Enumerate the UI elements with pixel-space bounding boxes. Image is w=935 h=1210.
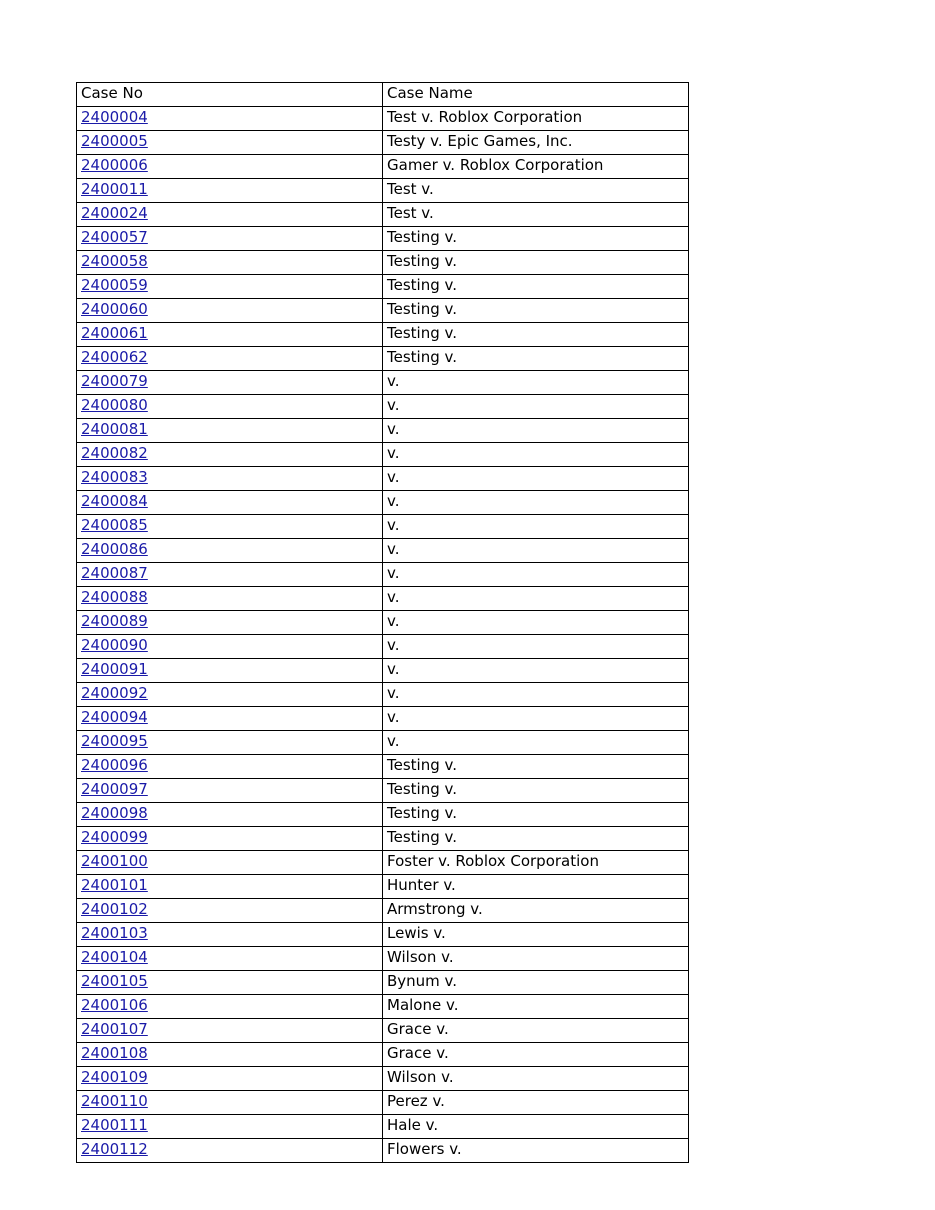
case-name-cell <box>383 515 689 539</box>
case-name-text: Perez v. <box>387 1092 445 1110</box>
case-name-text: v. <box>387 444 400 462</box>
case-no-link[interactable]: 2400006 <box>81 156 148 174</box>
case-name-cell <box>383 827 689 851</box>
case-no-link[interactable]: 2400061 <box>81 324 148 342</box>
table-row <box>77 635 689 659</box>
case-name-text: v. <box>387 468 400 486</box>
case-name-text: Testy v. Epic Games, Inc. <box>387 132 573 150</box>
case-no-cell <box>77 371 383 395</box>
column-header-case-name: Case Name <box>383 83 689 107</box>
case-no-link[interactable]: 2400106 <box>81 996 148 1014</box>
table-row <box>77 299 689 323</box>
case-name-cell <box>383 1115 689 1139</box>
table-row <box>77 1139 689 1163</box>
case-name-text: Gamer v. Roblox Corporation <box>387 156 604 174</box>
table-row <box>77 1067 689 1091</box>
case-no-link[interactable]: 2400062 <box>81 348 148 366</box>
case-name-text: v. <box>387 372 400 390</box>
table-row <box>77 707 689 731</box>
case-no-link[interactable]: 2400079 <box>81 372 148 390</box>
case-name-text: v. <box>387 396 400 414</box>
table-row <box>77 563 689 587</box>
table-row <box>77 755 689 779</box>
table-row <box>77 371 689 395</box>
case-no-cell <box>77 659 383 683</box>
case-no-link[interactable]: 2400005 <box>81 132 148 150</box>
case-no-cell <box>77 107 383 131</box>
case-name-cell <box>383 275 689 299</box>
case-no-link[interactable]: 2400081 <box>81 420 148 438</box>
column-header-case-no: Case No <box>77 83 383 107</box>
case-no-cell <box>77 155 383 179</box>
case-name-cell <box>383 587 689 611</box>
case-name-text: Malone v. <box>387 996 459 1014</box>
case-name-text: v. <box>387 540 400 558</box>
case-no-link[interactable]: 2400092 <box>81 684 148 702</box>
case-name-text: Testing v. <box>387 228 457 246</box>
case-name-cell <box>383 347 689 371</box>
case-no-link[interactable]: 2400024 <box>81 204 148 222</box>
case-name-cell <box>383 947 689 971</box>
table-row <box>77 995 689 1019</box>
case-name-text: Test v. <box>387 180 434 198</box>
case-no-link[interactable]: 2400104 <box>81 948 148 966</box>
case-no-cell <box>77 779 383 803</box>
case-name-text: Hunter v. <box>387 876 456 894</box>
table-row <box>77 1043 689 1067</box>
case-name-text: Grace v. <box>387 1044 449 1062</box>
case-name-cell <box>383 875 689 899</box>
case-no-link[interactable]: 2400097 <box>81 780 148 798</box>
table-row <box>77 899 689 923</box>
case-name-text: Hale v. <box>387 1116 439 1134</box>
case-no-cell <box>77 515 383 539</box>
case-no-cell <box>77 731 383 755</box>
case-no-cell <box>77 203 383 227</box>
table-row <box>77 515 689 539</box>
case-no-cell <box>77 323 383 347</box>
case-table-container <box>76 82 688 1163</box>
table-row <box>77 131 689 155</box>
case-no-link[interactable]: 2400096 <box>81 756 148 774</box>
case-no-cell <box>77 179 383 203</box>
case-no-cell <box>77 995 383 1019</box>
case-no-cell <box>77 443 383 467</box>
case-no-link[interactable]: 2400112 <box>81 1140 148 1158</box>
case-name-text: v. <box>387 708 400 726</box>
table-row <box>77 107 689 131</box>
case-name-cell <box>383 491 689 515</box>
case-no-link[interactable]: 2400101 <box>81 876 148 894</box>
case-name-text: Testing v. <box>387 756 457 774</box>
table-row <box>77 587 689 611</box>
case-name-cell <box>383 707 689 731</box>
case-no-link[interactable]: 2400084 <box>81 492 148 510</box>
case-no-link[interactable]: 2400058 <box>81 252 148 270</box>
case-name-text: v. <box>387 660 400 678</box>
case-no-cell <box>77 395 383 419</box>
table-row <box>77 1019 689 1043</box>
case-name-text: Test v. Roblox Corporation <box>387 108 583 126</box>
case-no-cell <box>77 1115 383 1139</box>
table-row <box>77 443 689 467</box>
case-name-cell <box>383 299 689 323</box>
case-no-link[interactable]: 2400109 <box>81 1068 148 1086</box>
case-name-cell <box>383 131 689 155</box>
case-no-cell <box>77 755 383 779</box>
table-row <box>77 803 689 827</box>
case-no-link[interactable]: 2400087 <box>81 564 148 582</box>
table-row <box>77 875 689 899</box>
table-row <box>77 179 689 203</box>
case-no-cell <box>77 587 383 611</box>
case-no-cell <box>77 827 383 851</box>
case-name-cell <box>383 1019 689 1043</box>
table-row <box>77 827 689 851</box>
case-name-cell <box>383 563 689 587</box>
case-name-cell <box>383 539 689 563</box>
case-name-text: v. <box>387 492 400 510</box>
case-no-cell <box>77 1067 383 1091</box>
case-no-link[interactable]: 2400057 <box>81 228 148 246</box>
case-no-link[interactable]: 2400094 <box>81 708 148 726</box>
case-name-text: Wilson v. <box>387 1068 454 1086</box>
case-no-cell <box>77 539 383 563</box>
case-name-cell <box>383 251 689 275</box>
case-name-text: v. <box>387 564 400 582</box>
case-no-cell <box>77 971 383 995</box>
case-no-cell <box>77 635 383 659</box>
case-no-link[interactable]: 2400004 <box>81 108 148 126</box>
case-name-cell <box>383 323 689 347</box>
case-no-cell <box>77 611 383 635</box>
case-no-cell <box>77 1091 383 1115</box>
case-no-link[interactable]: 2400110 <box>81 1092 148 1110</box>
case-name-text: Testing v. <box>387 252 457 270</box>
case-no-cell <box>77 707 383 731</box>
case-name-cell <box>383 683 689 707</box>
case-name-text: v. <box>387 612 400 630</box>
case-no-cell <box>77 1139 383 1163</box>
case-no-link[interactable]: 2400105 <box>81 972 148 990</box>
case-name-text: Testing v. <box>387 828 457 846</box>
case-no-link[interactable]: 2400083 <box>81 468 148 486</box>
case-name-cell <box>383 659 689 683</box>
case-no-link[interactable]: 2400085 <box>81 516 148 534</box>
case-name-text: v. <box>387 516 400 534</box>
case-no-cell <box>77 899 383 923</box>
case-name-text: Testing v. <box>387 300 457 318</box>
table-row <box>77 779 689 803</box>
case-name-cell <box>383 371 689 395</box>
case-no-cell <box>77 875 383 899</box>
case-table <box>76 82 689 1163</box>
table-row <box>77 347 689 371</box>
case-no-link[interactable]: 2400059 <box>81 276 148 294</box>
case-name-text: v. <box>387 684 400 702</box>
case-no-link[interactable]: 2400103 <box>81 924 148 942</box>
case-name-cell <box>383 779 689 803</box>
case-name-text: Test v. <box>387 204 434 222</box>
case-name-cell <box>383 155 689 179</box>
case-name-text: Testing v. <box>387 324 457 342</box>
table-row <box>77 419 689 443</box>
case-no-cell <box>77 251 383 275</box>
case-name-cell <box>383 419 689 443</box>
table-row <box>77 947 689 971</box>
case-name-cell <box>383 899 689 923</box>
case-no-cell <box>77 563 383 587</box>
case-name-cell <box>383 395 689 419</box>
case-name-cell <box>383 731 689 755</box>
case-no-link[interactable]: 2400111 <box>81 1116 148 1134</box>
case-no-cell <box>77 1043 383 1067</box>
case-no-cell <box>77 683 383 707</box>
table-row <box>77 611 689 635</box>
case-name-cell <box>383 971 689 995</box>
case-name-text: Lewis v. <box>387 924 446 942</box>
table-row <box>77 323 689 347</box>
table-row <box>77 731 689 755</box>
case-name-cell <box>383 803 689 827</box>
case-name-text: Bynum v. <box>387 972 458 990</box>
table-row <box>77 227 689 251</box>
case-no-cell <box>77 131 383 155</box>
case-no-link[interactable]: 2400088 <box>81 588 148 606</box>
case-name-text: v. <box>387 420 400 438</box>
case-no-cell <box>77 467 383 491</box>
table-row <box>77 491 689 515</box>
table-row <box>77 155 689 179</box>
case-no-link[interactable]: 2400086 <box>81 540 148 558</box>
table-row <box>77 203 689 227</box>
table-row <box>77 683 689 707</box>
case-no-cell <box>77 491 383 515</box>
table-row <box>77 923 689 947</box>
case-name-text: Armstrong v. <box>387 900 483 918</box>
table-row <box>77 395 689 419</box>
case-name-cell <box>383 107 689 131</box>
case-no-link[interactable]: 2400090 <box>81 636 148 654</box>
case-no-cell <box>77 275 383 299</box>
case-name-cell <box>383 227 689 251</box>
case-name-cell <box>383 467 689 491</box>
case-no-link[interactable]: 2400011 <box>81 180 148 198</box>
case-name-cell <box>383 179 689 203</box>
case-name-cell <box>383 203 689 227</box>
case-name-cell <box>383 611 689 635</box>
table-row <box>77 275 689 299</box>
case-name-cell <box>383 635 689 659</box>
case-name-text: Foster v. Roblox Corporation <box>387 852 599 870</box>
case-no-link[interactable]: 2400080 <box>81 396 148 414</box>
case-name-cell <box>383 1091 689 1115</box>
table-row <box>77 851 689 875</box>
case-no-link[interactable]: 2400060 <box>81 300 148 318</box>
table-row <box>77 971 689 995</box>
case-name-text: v. <box>387 732 400 750</box>
case-no-cell <box>77 947 383 971</box>
case-name-cell <box>383 755 689 779</box>
case-no-link[interactable]: 2400095 <box>81 732 148 750</box>
case-name-cell <box>383 851 689 875</box>
case-no-cell <box>77 1019 383 1043</box>
case-name-cell <box>383 995 689 1019</box>
case-name-text: Wilson v. <box>387 948 454 966</box>
case-name-text: v. <box>387 636 400 654</box>
case-name-cell <box>383 1067 689 1091</box>
table-row <box>77 539 689 563</box>
case-no-link[interactable]: 2400082 <box>81 444 148 462</box>
table-header-row <box>77 83 689 107</box>
table-row <box>77 1115 689 1139</box>
case-name-cell <box>383 1139 689 1163</box>
case-name-cell <box>383 443 689 467</box>
case-no-cell <box>77 419 383 443</box>
case-no-cell <box>77 923 383 947</box>
table-row <box>77 251 689 275</box>
case-no-link[interactable]: 2400099 <box>81 828 148 846</box>
case-name-text: Testing v. <box>387 780 457 798</box>
case-name-text: Testing v. <box>387 276 457 294</box>
case-name-text: Testing v. <box>387 804 457 822</box>
case-no-cell <box>77 803 383 827</box>
case-no-link[interactable]: 2400100 <box>81 852 148 870</box>
case-no-link[interactable]: 2400108 <box>81 1044 148 1062</box>
case-name-text: Testing v. <box>387 348 457 366</box>
case-name-cell <box>383 923 689 947</box>
table-row <box>77 1091 689 1115</box>
case-no-cell <box>77 347 383 371</box>
case-no-link[interactable]: 2400107 <box>81 1020 148 1038</box>
case-no-cell <box>77 227 383 251</box>
case-no-cell <box>77 299 383 323</box>
case-no-cell <box>77 851 383 875</box>
case-name-cell <box>383 1043 689 1067</box>
case-no-link[interactable]: 2400091 <box>81 660 148 678</box>
case-name-text: v. <box>387 588 400 606</box>
case-no-link[interactable]: 2400089 <box>81 612 148 630</box>
table-row <box>77 467 689 491</box>
case-name-text: Flowers v. <box>387 1140 462 1158</box>
case-no-link[interactable]: 2400102 <box>81 900 148 918</box>
table-row <box>77 659 689 683</box>
case-name-text: Grace v. <box>387 1020 449 1038</box>
case-no-link[interactable]: 2400098 <box>81 804 148 822</box>
